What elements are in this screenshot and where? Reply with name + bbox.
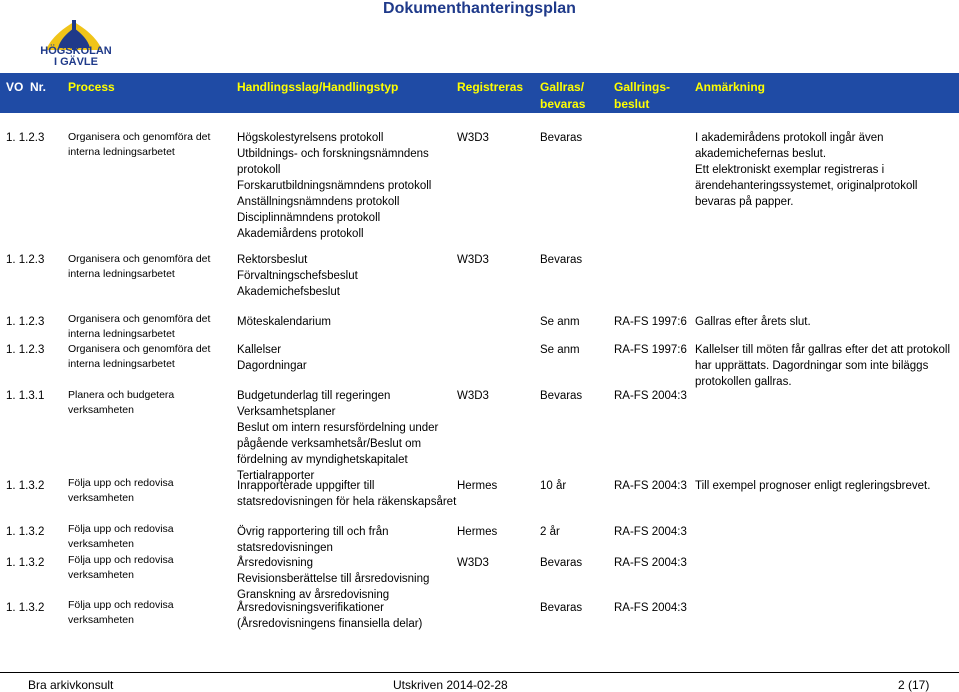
row-beslut: RA-FS 2004:3: [614, 480, 687, 492]
row-handling: Budgetunderlag till regeringen Verksamhetsplaner Beslut om intern resursfördelning under pågående verksamhetsår/Beslut om fördelning av myndighetskapitalet Tertialrapporter: [237, 390, 439, 482]
row-beslut: RA-FS 2004:3: [614, 526, 687, 538]
row-process: Organisera och genomföra det interna ledningsarbetet: [68, 131, 211, 158]
table-header: [0, 73, 959, 113]
row-handling: Kallelser Dagordningar: [237, 344, 307, 372]
row-process: Följa upp och redovisa verksamheten: [68, 599, 174, 626]
row-anmarkning: Till exempel prognoser enligt regleringsbrevet.: [695, 480, 931, 492]
footer-left: Bra arkivkonsult: [28, 678, 114, 692]
row-registreras: W3D3: [457, 132, 489, 144]
row-beslut: RA-FS 1997:6: [614, 344, 687, 356]
row-handling: Inrapporterade uppgifter till statsredovisningen för hela räkenskapsåret: [237, 480, 457, 508]
header-gallringsbeslut: Gallrings- beslut: [614, 80, 671, 111]
row-nr: 1. 1.2.3: [6, 344, 45, 356]
row-registreras: Hermes: [457, 480, 498, 492]
header-anmarkning: Anmärkning: [695, 80, 766, 94]
row-gallras: Bevaras: [540, 602, 583, 614]
row-nr: 1. 1.2.3: [6, 132, 45, 144]
row-gallras: Bevaras: [540, 390, 583, 402]
row-nr: 1. 1.3.2: [6, 557, 45, 569]
footer-page-number: 2 (17): [898, 678, 930, 692]
row-gallras: 10 år: [540, 480, 567, 492]
row-process: Organisera och genomföra det interna ledningsarbetet: [68, 313, 211, 340]
row-anmarkning: Gallras efter årets slut.: [695, 316, 811, 328]
header-registreras: Registreras: [457, 80, 524, 94]
row-handling: Möteskalendarium: [237, 316, 331, 328]
row-anmarkning: I akademirådens protokoll ingår även akademichefernas beslut. Ett elektroniskt exemplar registreras i ärendehanteringssystemet, originalprotokoll bevaras på papper.: [695, 132, 918, 208]
header-gallras: Gallras/ bevaras: [540, 80, 586, 111]
header-vo: VO: [6, 80, 24, 94]
row-process: Följa upp och redovisa verksamheten: [68, 477, 174, 504]
row-beslut: RA-FS 1997:6: [614, 316, 687, 328]
row-registreras: W3D3: [457, 390, 489, 402]
row-registreras: W3D3: [457, 254, 489, 266]
row-anmarkning: Kallelser till möten får gallras efter det att protokoll har upprättats. Dagordningar som inte biläggs protokollen gallras.: [695, 344, 951, 388]
row-process: Planera och budgetera verksamheten: [68, 389, 175, 416]
row-process: Organisera och genomföra det interna ledningsarbetet: [68, 253, 211, 280]
row-gallras: Bevaras: [540, 254, 583, 266]
row-process: Följa upp och redovisa verksamheten: [68, 523, 174, 550]
row-nr: 1. 1.2.3: [6, 254, 45, 266]
row-gallras: Bevaras: [540, 132, 583, 144]
row-beslut: RA-FS 2004:3: [614, 602, 687, 614]
row-handling: Rektorsbeslut Förvaltningschefsbeslut Akademichefsbeslut: [237, 254, 358, 298]
row-gallras: 2 år: [540, 526, 560, 538]
row-nr: 1. 1.2.3: [6, 316, 45, 328]
row-handling: Årsredovisningsverifikationer (Årsredovisningens finansiella delar): [237, 602, 423, 630]
header-process: Process: [68, 80, 115, 94]
row-nr: 1. 1.3.2: [6, 602, 45, 614]
row-gallras: Se anm: [540, 344, 580, 356]
row-registreras: Hermes: [457, 526, 498, 538]
footer-divider: [0, 672, 959, 673]
row-gallras: Se anm: [540, 316, 580, 328]
row-process: Följa upp och redovisa verksamheten: [68, 554, 174, 581]
row-gallras: Bevaras: [540, 557, 583, 569]
row-beslut: RA-FS 2004:3: [614, 390, 687, 402]
page-title: Dokumenthanteringsplan: [383, 0, 576, 17]
row-registreras: W3D3: [457, 557, 489, 569]
row-handling: Övrig rapportering till och från statsredovisningen: [237, 526, 389, 554]
logo-text: HÖGSKOLAN I GÄVLE: [40, 45, 112, 68]
header-handling: Handlingsslag/Handlingstyp: [237, 80, 399, 94]
header-nr: Nr.: [30, 80, 47, 94]
row-beslut: RA-FS 2004:3: [614, 557, 687, 569]
row-handling: Årsredovisning Revisionsberättelse till årsredovisning Granskning av årsredovisning: [237, 557, 430, 601]
row-nr: 1. 1.3.1: [6, 390, 45, 402]
row-process: Organisera och genomföra det interna ledningsarbetet: [68, 343, 211, 370]
footer-center: Utskriven 2014-02-28: [393, 678, 508, 692]
row-nr: 1. 1.3.2: [6, 526, 45, 538]
row-handling: Högskolestyrelsens protokoll Utbildnings- och forskningsnämndens protokoll Forskarutbildningsnämndens protokoll Anställningsnämndens protokoll Disciplinnämndens protokoll Akademiårdens protokoll: [237, 132, 432, 240]
row-nr: 1. 1.3.2: [6, 480, 45, 492]
